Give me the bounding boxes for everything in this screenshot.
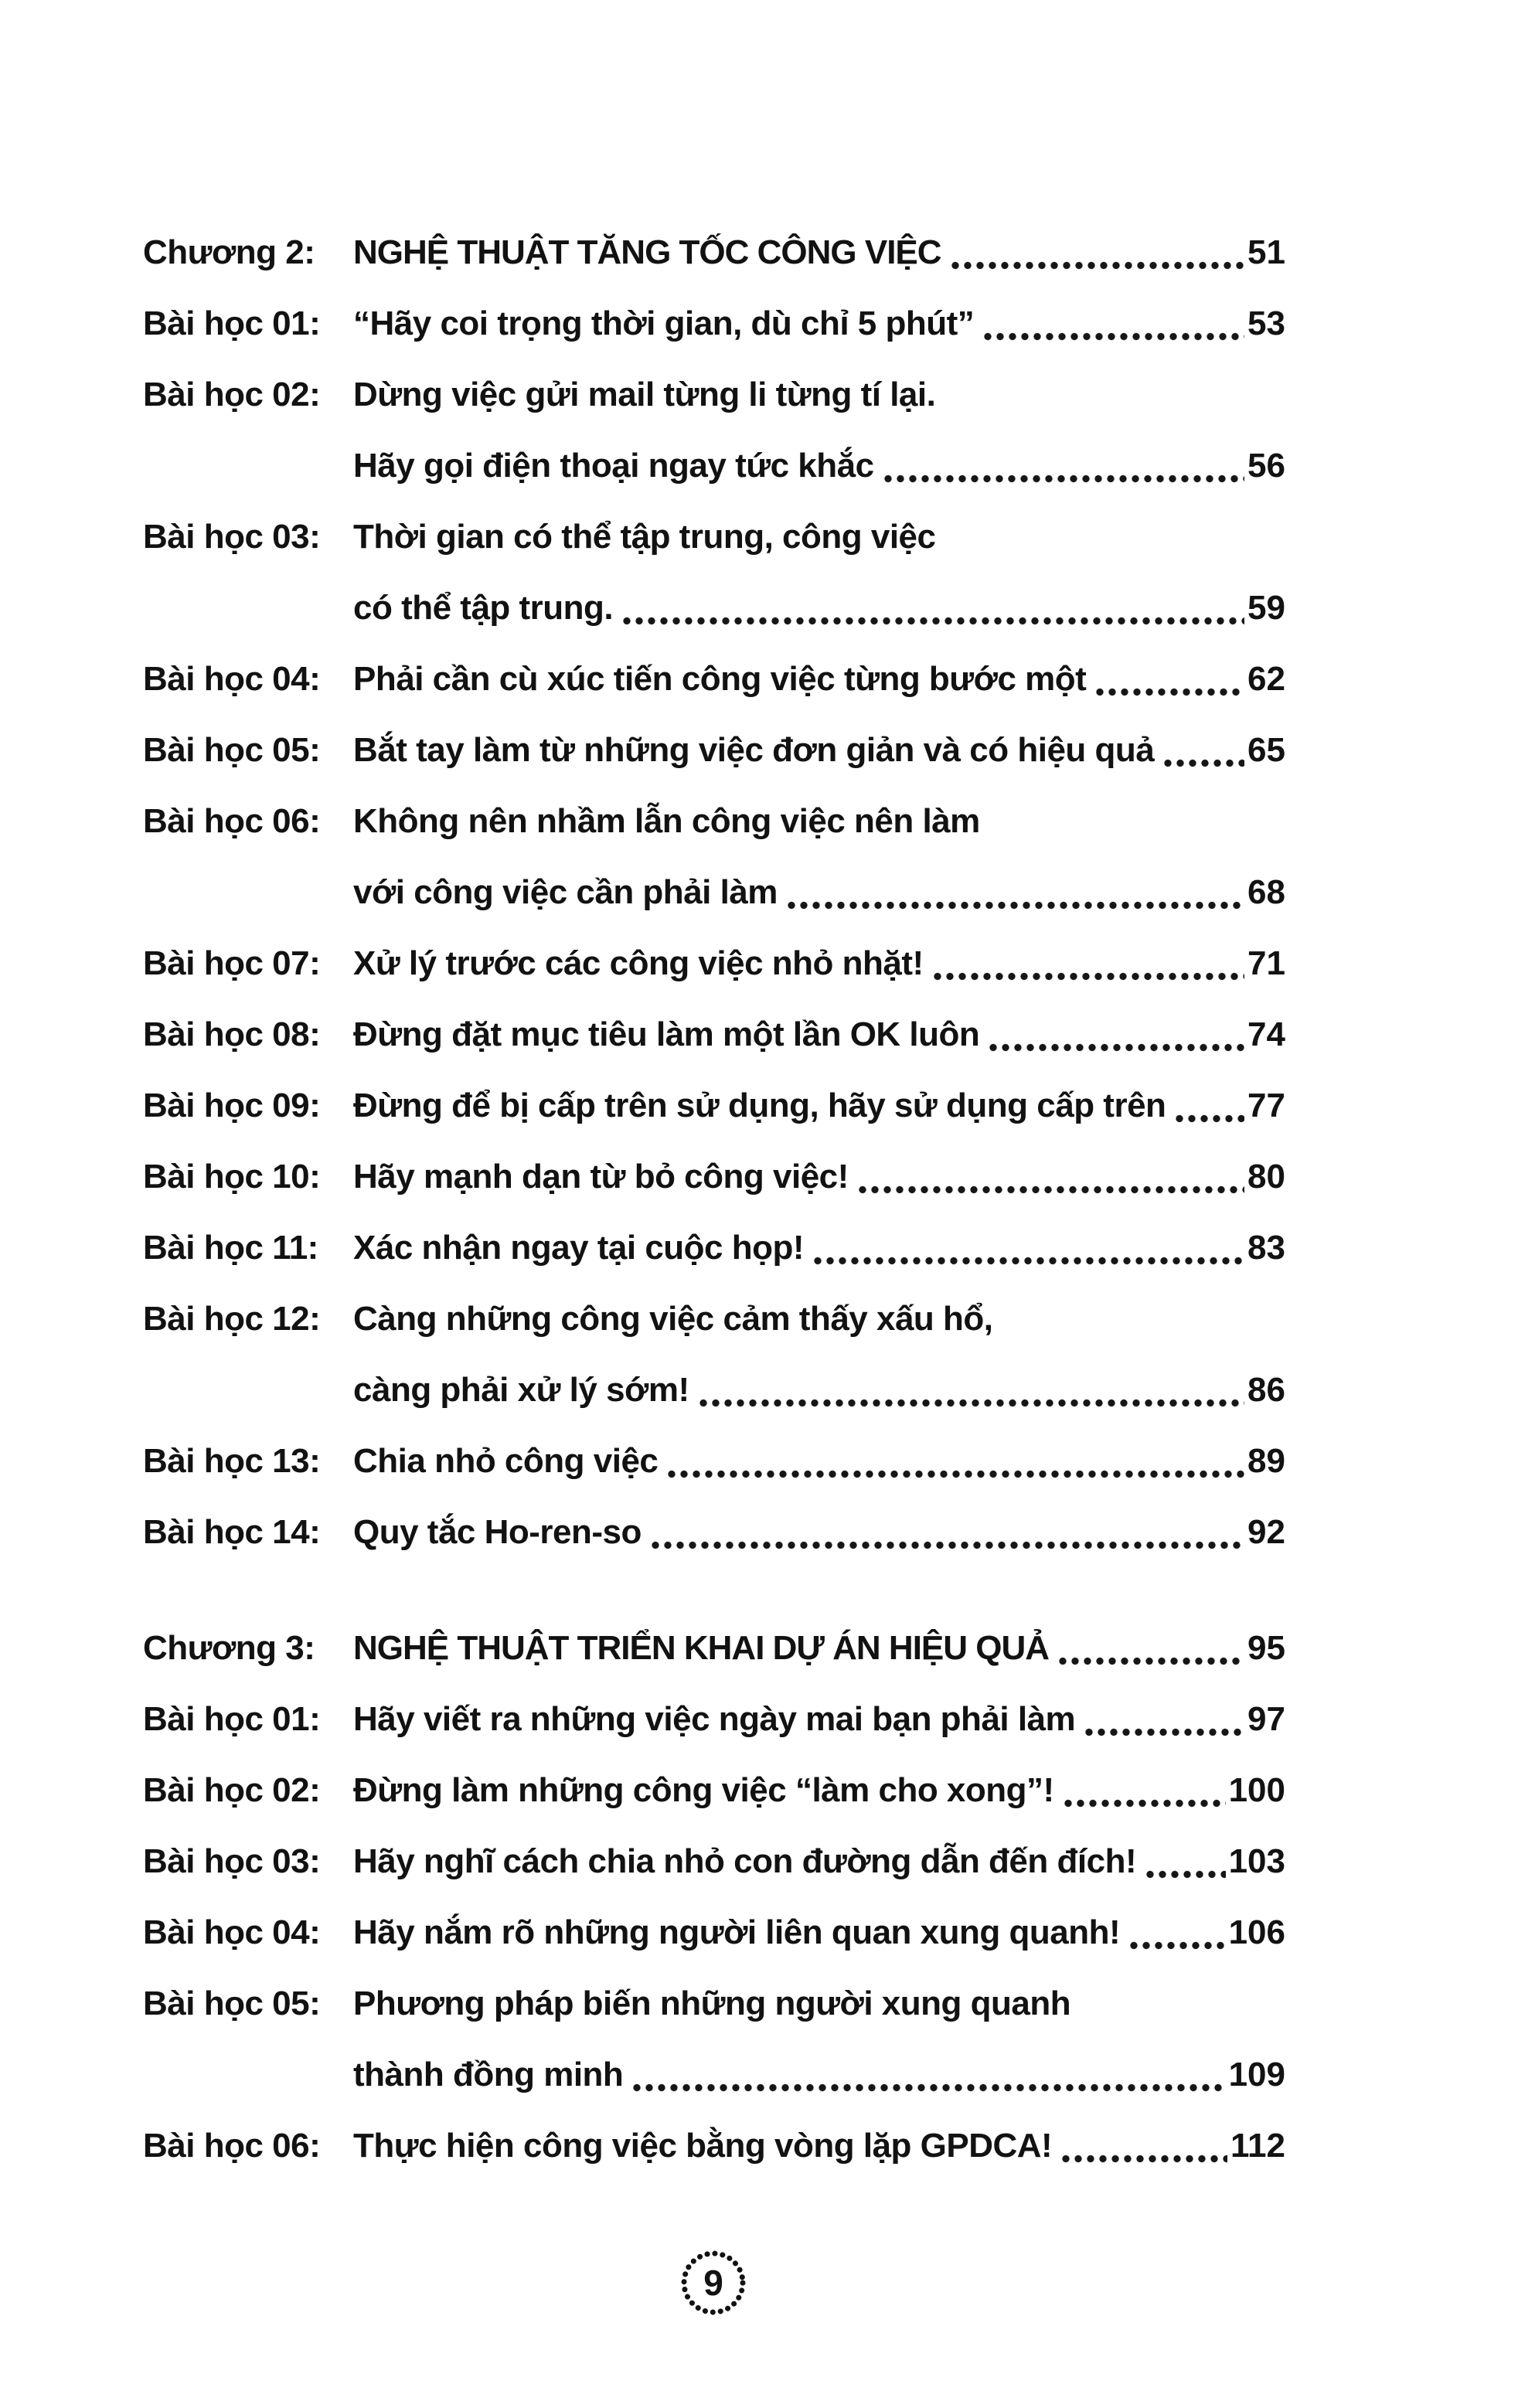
toc-entry-body: [353, 359, 1285, 502]
toc-entry-line: [353, 928, 1285, 999]
toc-entry-label: Bài học 11:: [143, 1229, 318, 1267]
toc-entry: [143, 1284, 1285, 1426]
toc-entry-line: [353, 430, 1285, 502]
dot-leader: [785, 857, 1244, 928]
page-number-badge: [678, 2247, 749, 2318]
toc-entry: [143, 786, 1285, 928]
dot-leader: [1173, 1070, 1244, 1141]
toc-entry-line: [353, 1284, 1285, 1355]
toc-chapter-entry: [143, 1613, 1285, 1684]
toc-entry-title: Hãy nghĩ cách chia nhỏ con đường dẫn đến đích!: [353, 1842, 1137, 1880]
toc-entry-page: 53: [1247, 304, 1285, 342]
toc-entry-label: Bài học 06:: [143, 802, 321, 840]
toc-entry-page: 74: [1247, 1015, 1285, 1053]
toc-entry-title: Không nên nhầm lẫn công việc nên làm: [353, 802, 980, 840]
toc-entry-page: 65: [1247, 731, 1285, 769]
toc-entry-title: NGHỆ THUẬT TĂNG TỐC CÔNG VIỆC: [353, 233, 941, 271]
toc-entry-title: càng phải xử lý sớm!: [353, 1371, 689, 1409]
toc-entry-body: [353, 1141, 1285, 1213]
dot-leader: [882, 430, 1244, 502]
toc-entry: [143, 1497, 1285, 1568]
toc-entry-line: [353, 1213, 1285, 1284]
toc-entry-title: Phương pháp biến những người xung quanh: [353, 1985, 1071, 2022]
toc-entry: [143, 1213, 1285, 1284]
toc-entry-page: 97: [1247, 1700, 1285, 1738]
dot-leader: [949, 217, 1244, 288]
toc-entry-title: Thời gian có thể tập trung, công việc: [353, 518, 936, 556]
toc-entry-body: [353, 1613, 1285, 1684]
toc-entry-line: [353, 1968, 1285, 2039]
toc-entry-title: Dừng việc gửi mail từng li từng tí lại.: [353, 376, 936, 413]
toc-entry-page: 83: [1247, 1229, 1285, 1267]
toc-entry: [143, 359, 1285, 502]
toc-entry-page: 95: [1247, 1629, 1285, 1667]
toc-entry-page: 68: [1247, 873, 1285, 911]
toc-entry-title: Hãy nắm rõ những người liên quan xung quanh!: [353, 1913, 1121, 1951]
toc-entry-title: “Hãy coi trọng thời gian, dù chỉ 5 phút”: [353, 304, 975, 342]
toc-entry-page: 80: [1247, 1158, 1285, 1195]
dot-leader: [1162, 715, 1244, 786]
toc-entry: [143, 1070, 1285, 1141]
toc-entry-body: [353, 999, 1285, 1070]
dot-leader: [1060, 2110, 1227, 2182]
toc-entry: [143, 1141, 1285, 1213]
dot-leader: [987, 999, 1244, 1070]
toc-entry-page: 92: [1247, 1513, 1285, 1551]
toc-entry-title: Xử lý trước các công việc nhỏ nhặt!: [353, 944, 924, 982]
toc-entry-line: [353, 1755, 1285, 1826]
toc-entry-line: [353, 359, 1285, 430]
toc-entry: [143, 1426, 1285, 1497]
toc-entry-page: 109: [1228, 2056, 1285, 2093]
toc-entry-title: Hãy gọi điện thoại ngay tức khắc: [353, 447, 874, 485]
toc-entry-title: Phải cần cù xúc tiến công việc từng bước một: [353, 660, 1087, 698]
toc-entry-line: [353, 1826, 1285, 1897]
toc-entry-line: [353, 1426, 1285, 1497]
toc-entry-title: Xác nhận ngay tại cuộc họp!: [353, 1229, 805, 1267]
toc-entry-label: Bài học 07:: [143, 944, 321, 982]
dot-leader: [621, 573, 1244, 644]
toc-entry-body: [353, 715, 1285, 786]
toc-entry: [143, 999, 1285, 1070]
toc-entry-line: [353, 1684, 1285, 1755]
toc-entry-label: Bài học 10:: [143, 1158, 321, 1195]
table-of-contents: [143, 217, 1285, 2182]
toc-entry-body: [353, 502, 1285, 644]
toc-entry-title: NGHỆ THUẬT TRIỂN KHAI DỰ ÁN HIỆU QUẢ: [353, 1629, 1050, 1667]
toc-entry-label: Bài học 03:: [143, 518, 321, 556]
page-number: 9: [703, 2263, 723, 2303]
toc-entry: [143, 1968, 1285, 2110]
toc-entry-label: Bài học 09:: [143, 1087, 321, 1124]
toc-entry-page: 112: [1230, 2127, 1285, 2165]
toc-entry: [143, 928, 1285, 999]
dot-leader: [1062, 1755, 1226, 1826]
toc-entry-label: Chương 3:: [143, 1629, 315, 1667]
toc-entry-page: 51: [1247, 233, 1285, 271]
toc-entry-title: Đừng đặt mục tiêu làm một lần OK luôn: [353, 1015, 980, 1053]
toc-entry-title: Thực hiện công việc bằng vòng lặp GPDCA!: [353, 2127, 1053, 2165]
toc-entry-body: [353, 217, 1285, 288]
toc-entry-line: [353, 1897, 1285, 1968]
toc-entry-body: [353, 1284, 1285, 1426]
toc-entry: [143, 288, 1285, 359]
toc-entry-body: [353, 288, 1285, 359]
toc-entry-line: [353, 786, 1285, 857]
toc-entry-line: [353, 1613, 1285, 1684]
toc-entry-label: Bài học 13:: [143, 1442, 321, 1480]
toc-entry-label: Bài học 14:: [143, 1513, 321, 1551]
toc-entry-body: [353, 1968, 1285, 2110]
dot-leader: [631, 2039, 1225, 2110]
toc-entry-page: 106: [1228, 1913, 1285, 1951]
toc-entry-label: Bài học 01:: [143, 1700, 321, 1738]
dot-leader: [982, 288, 1244, 359]
toc-entry-body: [353, 1497, 1285, 1568]
toc-entry-line: [353, 644, 1285, 715]
toc-entry-page: 100: [1228, 1771, 1285, 1809]
toc-entry-label: Bài học 04:: [143, 1913, 321, 1951]
dot-leader: [1128, 1897, 1225, 1968]
dot-leader: [697, 1355, 1244, 1426]
toc-entry-body: [353, 1755, 1285, 1826]
toc-entry-line: [353, 715, 1285, 786]
toc-entry-title: Càng những công việc cảm thấy xấu hổ,: [353, 1300, 993, 1338]
toc-entry-title: có thể tập trung.: [353, 589, 614, 627]
toc-entry-title: Đừng để bị cấp trên sử dụng, hãy sử dụng cấp trên: [353, 1087, 1166, 1124]
dot-leader: [812, 1213, 1244, 1284]
toc-entry-body: [353, 1213, 1285, 1284]
toc-entry-body: [353, 644, 1285, 715]
toc-entry-page: 86: [1247, 1371, 1285, 1409]
toc-entry-line: [353, 1497, 1285, 1568]
toc-entry-label: Bài học 02:: [143, 376, 321, 413]
toc-entry: [143, 644, 1285, 715]
toc-entry-label: Bài học 12:: [143, 1300, 321, 1338]
toc-entry-line: [353, 999, 1285, 1070]
toc-entry-page: 77: [1247, 1087, 1285, 1124]
toc-entry-line: [353, 288, 1285, 359]
toc-entry-page: 71: [1247, 944, 1285, 982]
toc-entry: [143, 1755, 1285, 1826]
toc-entry-label: Bài học 01:: [143, 304, 321, 342]
toc-entry-body: [353, 786, 1285, 928]
toc-entry-page: 56: [1247, 447, 1285, 485]
toc-entry: [143, 1897, 1285, 1968]
toc-entry-title: Hãy mạnh dạn từ bỏ công việc!: [353, 1158, 849, 1195]
toc-entry-line: [353, 1141, 1285, 1213]
toc-entry-body: [353, 1826, 1285, 1897]
toc-entry-label: Bài học 06:: [143, 2127, 321, 2165]
toc-entry-page: 103: [1228, 1842, 1285, 1880]
toc-section: [143, 1613, 1285, 2182]
dot-leader: [856, 1141, 1244, 1213]
toc-entry-line: [353, 573, 1285, 644]
toc-entry: [143, 1684, 1285, 1755]
dot-leader: [1083, 1684, 1244, 1755]
dot-leader: [649, 1497, 1244, 1568]
toc-entry-body: [353, 1426, 1285, 1497]
toc-entry-line: [353, 1070, 1285, 1141]
toc-entry-line: [353, 857, 1285, 928]
toc-entry-label: Bài học 04:: [143, 660, 321, 698]
toc-entry-page: 89: [1247, 1442, 1285, 1480]
toc-entry-line: [353, 502, 1285, 573]
toc-entry-page: 62: [1247, 660, 1285, 698]
toc-entry-body: [353, 2110, 1285, 2182]
toc-entry-page: 59: [1247, 589, 1285, 627]
toc-entry-line: [353, 2039, 1285, 2110]
toc-entry-label: Bài học 03:: [143, 1842, 321, 1880]
toc-entry-title: Chia nhỏ công việc: [353, 1442, 659, 1480]
toc-entry-label: Bài học 05:: [143, 731, 321, 769]
toc-entry-line: [353, 1355, 1285, 1426]
toc-entry-line: [353, 2110, 1285, 2182]
toc-entry-title: Đừng làm những công việc “làm cho xong”!: [353, 1771, 1054, 1809]
dot-leader: [1094, 644, 1244, 715]
toc-entry-title: thành đồng minh: [353, 2056, 624, 2093]
toc-entry-title: với công việc cần phải làm: [353, 873, 778, 911]
toc-entry-label: Bài học 08:: [143, 1015, 321, 1053]
toc-entry: [143, 2110, 1285, 2182]
toc-section: [143, 217, 1285, 1568]
toc-entry-label: Chương 2:: [143, 233, 315, 271]
toc-entry-title: Hãy viết ra những việc ngày mai bạn phải làm: [353, 1700, 1076, 1738]
toc-entry-body: [353, 928, 1285, 999]
toc-entry: [143, 1826, 1285, 1897]
toc-chapter-entry: [143, 217, 1285, 288]
toc-entry-label: Bài học 02:: [143, 1771, 321, 1809]
toc-entry-body: [353, 1070, 1285, 1141]
dot-leader: [1144, 1826, 1225, 1897]
toc-entry-title: Quy tắc Ho-ren-so: [353, 1513, 642, 1551]
toc-entry-body: [353, 1897, 1285, 1968]
toc-entry-label: Bài học 05:: [143, 1985, 321, 2022]
dot-leader: [1057, 1613, 1244, 1684]
toc-entry: [143, 502, 1285, 644]
toc-entry-title: Bắt tay làm từ những việc đơn giản và có hiệu quả: [353, 731, 1155, 769]
toc-entry-line: [353, 217, 1285, 288]
toc-entry-body: [353, 1684, 1285, 1755]
dot-leader: [665, 1426, 1244, 1497]
toc-entry: [143, 715, 1285, 786]
dot-leader: [931, 928, 1244, 999]
